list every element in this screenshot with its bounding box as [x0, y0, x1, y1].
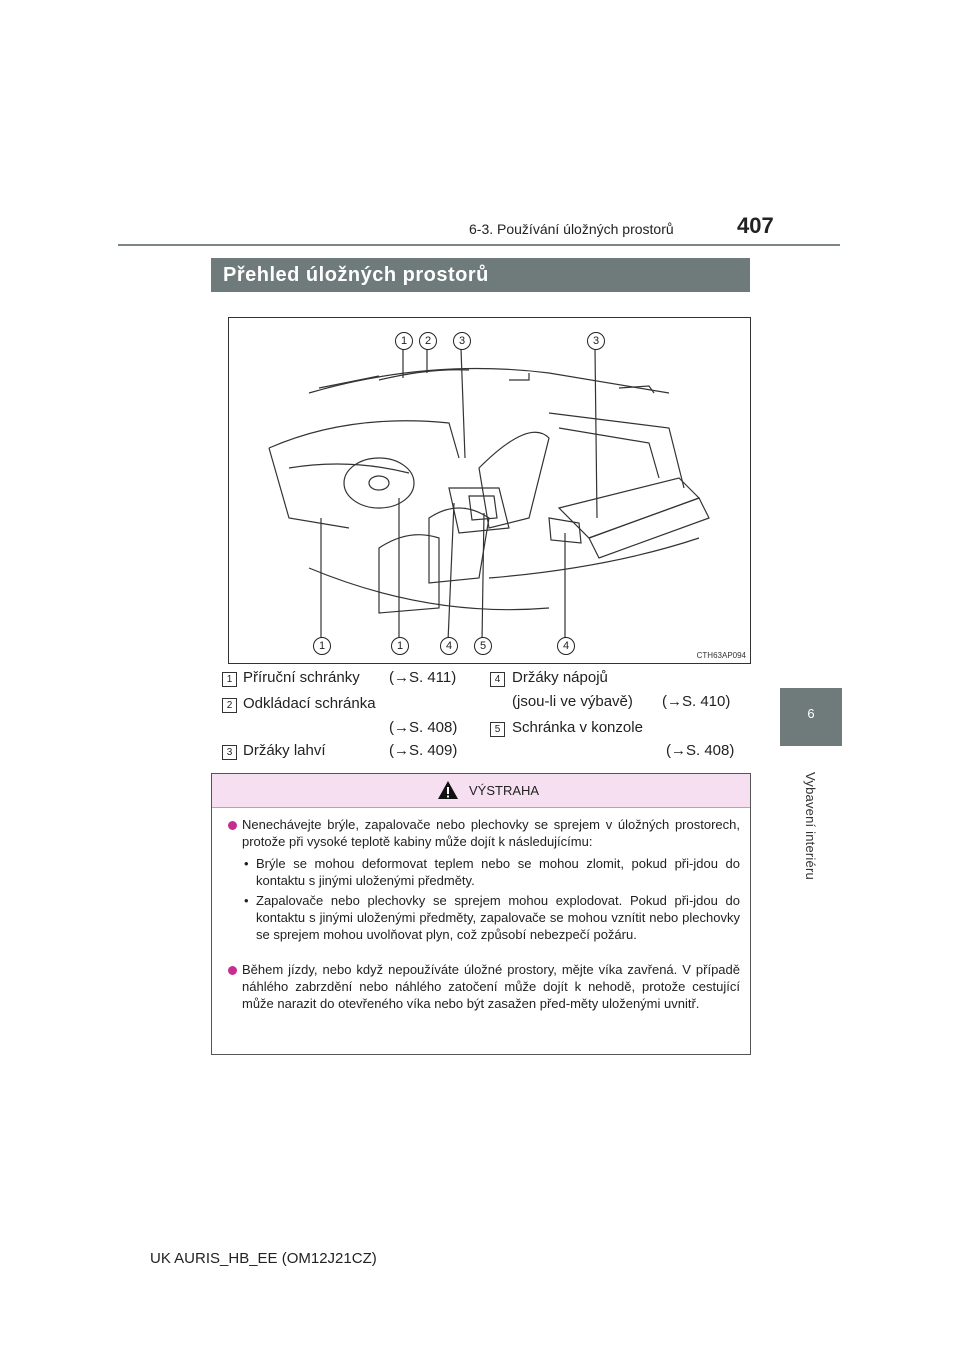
callout-2-top: 2 [419, 332, 437, 350]
page-number: 407 [737, 213, 774, 238]
legend-num-1: 1 [222, 672, 237, 687]
car-interior-drawing [229, 318, 750, 663]
footer-document-code: UK AURIS_HB_EE (OM12J21CZ) [150, 1250, 377, 1267]
warning-subitem-1: Brýle se mohou deformovat teplem nebo se mohou zlomit, pokud při-jdou do kontaktu s jinými uloženými předměty. [256, 856, 740, 888]
section-title: Přehled úložných prostorů [223, 264, 489, 286]
interior-illustration [228, 317, 751, 664]
callout-5-bottom: 5 [474, 637, 492, 655]
warning-triangle-icon [437, 780, 459, 800]
legend-num-2: 2 [222, 698, 237, 713]
legend-ref-4: (→S. 410) [662, 693, 731, 710]
figure-code: CTH63AP094 [696, 651, 746, 660]
legend-label-4-note: (jsou-li ve výbavě) [512, 693, 633, 710]
callout-1-bottom: 1 [313, 637, 331, 655]
warning-paragraph-2: Během jízdy, nebo když nepoužíváte úložné prostory, mějte víka zavřená. V případě náhlého zabrzdění nebo náhlého zatočení může dojít k nehodě, protože cestující může narazit do otevřeného víka nebo být zasažen před-měty uloženými uvnitř. [242, 962, 740, 1011]
legend-label-5: Schránka v konzole [512, 719, 643, 736]
running-header-section: 6-3. Používání úložných prostorů [469, 221, 674, 237]
callout-1-bottom-2: 1 [391, 637, 409, 655]
warning-paragraph-1: Nenechávejte brýle, zapalovače nebo plechovky se sprejem v úložných prostorech, protože při vysoké teplotě kabiny může dojít k následujícímu: [242, 817, 740, 849]
warning-box [211, 773, 751, 1055]
legend-num-4: 4 [490, 672, 505, 687]
warning-subitem-2: Zapalovače nebo plechovky se sprejem mohou explodovat. Pokud při-jdou do kontaktu s jinými uloženými předměty, zapalovače se mohou vznítit nebo plechovky se sprejem mohou uvolňovat plyn, což způsobí nebezpečí požáru. [256, 893, 740, 942]
legend-label-3: Držáky lahví [243, 742, 326, 759]
warning-header [212, 774, 750, 808]
warning-title: VÝSTRAHA [469, 783, 540, 798]
legend-ref-5: (→S. 408) [666, 742, 735, 759]
callout-3-top: 3 [453, 332, 471, 350]
warning-subbullet-mark-1: • [244, 856, 249, 871]
legend-label-2: Odkládací schránka [243, 695, 376, 712]
chapter-label: Vybavení interiéru [803, 772, 818, 880]
callout-4-bottom-2: 4 [557, 637, 575, 655]
legend-ref-2: (→S. 408) [389, 719, 458, 736]
callout-1-top: 1 [395, 332, 413, 350]
legend-ref-1: (→S. 411) [389, 669, 457, 686]
legend-num-5: 5 [490, 722, 505, 737]
callout-3-top-right: 3 [587, 332, 605, 350]
warning-subbullet-mark-2: • [244, 893, 249, 908]
callout-4-bottom: 4 [440, 637, 458, 655]
legend-label-1: Příruční schránky [243, 669, 360, 686]
legend-num-3: 3 [222, 745, 237, 760]
warning-bullet-1 [228, 821, 237, 830]
warning-bullet-2 [228, 966, 237, 975]
legend-label-4: Držáky nápojů [512, 669, 608, 686]
header-divider [118, 244, 840, 246]
chapter-number: 6 [807, 706, 815, 721]
section-title-bar [211, 258, 750, 292]
legend-ref-3: (→S. 409) [389, 742, 458, 759]
